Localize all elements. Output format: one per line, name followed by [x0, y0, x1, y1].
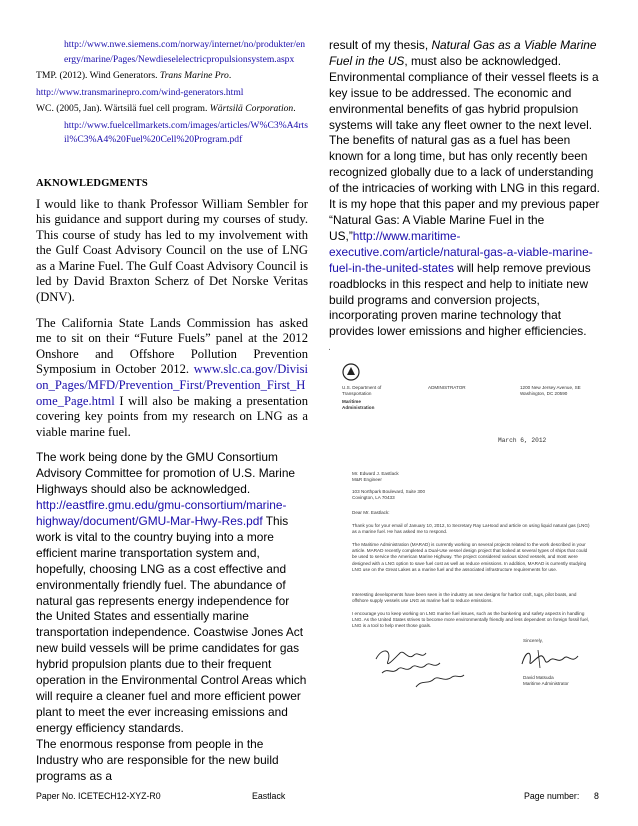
footer-author: Eastlack: [252, 791, 286, 801]
ack-paragraph-4: The enormous response from people in the Industry who are responsible for the new build programs as a: [36, 736, 279, 783]
footer-page-number: 8: [594, 791, 599, 801]
letter-admin: ADMINISTRATOR: [428, 385, 466, 390]
dot-logo-icon: [342, 363, 360, 381]
left-column: [36, 38, 308, 784]
letter-body-3: Interesting developments have been seen in the industry as new designs for harbor craft, tugs, pilot boats, and offshore supply vessels use LNG as marine fuel to reduce emissions.: [352, 592, 577, 604]
footer-paper-number: Paper No. ICETECH12-XYZ-R0: [36, 791, 161, 801]
letter-agency-sub: Maritime Administration: [342, 399, 375, 411]
maritime-executive-link[interactable]: http://www.maritime-executive.com/article/natural-gas-a-viable-marine-fuel-in-the-united-states: [329, 228, 593, 275]
references-list: [36, 38, 308, 148]
letter-body-1: Thank you for your email of January 10, 2012, to Secretary Ray LaHood and article on using liquid natural gas (LNG) as a marine fuel. He has asked me to respond.: [352, 523, 590, 535]
letter-signer-title: Maritime Administrator: [523, 681, 569, 686]
letter-address: 1200 New Jersey Avenue, SE Washington, DC 20590: [520, 385, 581, 397]
letter-date: March 6, 2012: [498, 437, 547, 444]
administrator-signature: [518, 646, 590, 672]
letter-signer-name: David Matsuda: [523, 675, 554, 680]
gmu-link[interactable]: http://eastfire.gmu.edu/gmu-consortium/marine-highway/document/GMU-Mar-Hwy-Res.pdf: [36, 498, 287, 529]
letter-body-4: I encourage you to keep working on LNG marine fuel issues, such as the bunkering and safety aspects in handling LNG. As the United States strives to become more environmentally friendly and less dependent on foreign fossil fuel, LNG is a tool to help meet those goals.: [352, 611, 589, 629]
reference-url[interactable]: http://www.transmarinepro.com/wind-generators.html: [36, 86, 244, 98]
appendix-letter-image: [330, 343, 606, 753]
ack-paragraph-2: The California State Lands Commission has asked me to sit on their “Future Fuels” panel at the 2012 Onshore and Offshore Pollution Prevention Symposium in October 2012. www.slc.ca.gov/Division_Pages/MFD/Prevention_First/Prevention_First_Home_Page.html I will also be making a presentation covering key points from my research on LNG as a viable marine fuel.: [36, 315, 308, 439]
ack-paragraph-3: The work being done by the GMU Consortium Advisory Committee for promotion of U.S. Marine Highways should also be acknowledged. http://eastfire.gmu.edu/gmu-consortium/marine-highway/document/GMU-Mar-Hwy-Res.pdf This work is vital to the country buying into a more efficient marine transportation system and, hopefully, choosing LNG as a cost effective and environmentally friendly fuel. The abundance of natural gas represents energy independence for the United States and essentially marine transportation independence. Coastwise Jones Act new build vessels will be prime candidates for gas hybrid propulsion plants due to their frequent operation in the Environmental Control Areas which will require a cleaner fuel and more efficient power plant to meet the ever increasing emissions and energy efficiency standards.: [36, 450, 307, 735]
ack-paragraph-1: I would like to thank Professor William Sembler for his guidance and support during my courses of study. This course of study has led to my involvement with the Gulf Coast Advisory Council on the use of LNG as a Marine Fuel. The Gulf Coast Advisory Council is led by David Braxton Scherz of Det Norske Veritas (DNV).: [36, 196, 308, 305]
letter-to-name: Mr. Edward J. Eastlack: [352, 471, 399, 476]
slc-link[interactable]: www.slc.ca.gov/Division_Pages/MFD/Prevention_First/Prevention_First_Home_Page.html: [36, 362, 308, 408]
reference-entry: WC. (2005, Jan). Wärtsilä fuel cell program. Wärtsilä Corporation.: [36, 103, 296, 114]
letter-to-street: 103 Northpark Boulevard, Suite 300: [352, 489, 426, 494]
acknowledgments-heading: AKNOWLEDGMENTS: [36, 177, 148, 189]
reference-url[interactable]: http://www.nwe.siemens.com/norway/internet/no/produkter/energy/marine/Pages/Newdieselelectricpropulsionsystem.aspx: [64, 39, 306, 65]
reference-url[interactable]: http://www.fuelcellmarkets.com/images/articles/W%C3%A4rtsil%C3%A4%20Fuel%20Cell%20Program.pdf: [64, 119, 308, 145]
right-column: [329, 38, 605, 353]
handwritten-note: [370, 639, 470, 693]
right-paragraph: result of my thesis, Natural Gas as a Viable Marine Fuel in the US, must also be acknowledged. Environmental compliance of their vessel fleets is a key issue to be addressed. The economic and environmental benefits of gas hybrid propulsion systems will take any fleet owner to the next level. The benefits of natural gas as a fuel has been known for a long time, but has only recently been recognized globally due to a lack of understanding of the intricacies of working with LNG in this regard. It is my hope that this paper and my previous paper “Natural Gas: A Viable Marine Fuel in the US,”http://www.maritime-executive.com/article/natural-gas-a-viable-marine-fuel-in-the-united-states will help remove previous roadblocks in this respect and help to initiate new build programs and conversion projects, incorporating proven marine technology that provides lower emissions and higher efficiencies.: [329, 38, 600, 339]
reference-entry: TMP. (2012). Wind Generators. Trans Marine Pro.: [36, 70, 232, 81]
letter-salutation: Dear Mr. Eastlack:: [352, 510, 390, 515]
letter-to-title: M&R Engineer: [352, 477, 382, 482]
footer-page-label: Page number:: [524, 791, 580, 801]
letter-agency: U.S. Department of Transportation: [342, 385, 382, 397]
letter-sincerely: Sincerely,: [523, 638, 543, 643]
letter-to-city: Covington, LA 70433: [352, 495, 395, 500]
letter-body-2: The Maritime Administration (MARAD) is currently working on several projects related to the work described in your article. MARAD recently completed a Dual-Use vessel design project that looked at several types of ships that could be used to service the American Marine Highway. The project considered various sized vessels, and most were designed with a LNG option to save fuel cost as well as reduce emissions. In addition, MARAD is currently studying LNG use on the Great Lakes as a marine fuel and the associated infrastructure requirements for use.: [352, 542, 588, 572]
